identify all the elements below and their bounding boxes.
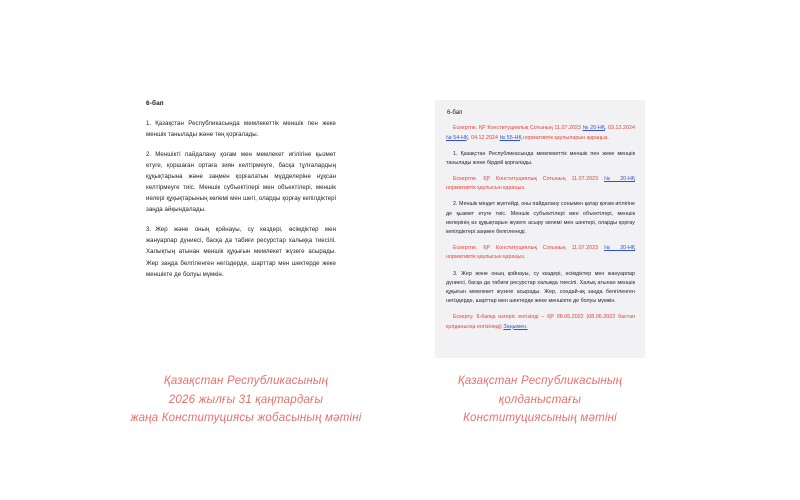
legal-reference-link[interactable]: Заңымен. <box>503 323 528 330</box>
court-ruling-note <box>446 175 635 193</box>
note-text: Ескертпе. ҚР Конституциялық Сотының 11.07.2023 <box>453 176 605 183</box>
legal-reference-link[interactable]: № 20-НҚ <box>604 176 635 183</box>
current-paragraph-number: 2. <box>453 201 460 208</box>
court-ruling-note <box>446 124 635 142</box>
current-block-list <box>446 124 635 331</box>
current-paragraph <box>446 150 635 168</box>
draft-paragraph <box>146 224 336 279</box>
current-text-panel <box>435 100 645 358</box>
caption-line: Қазақстан Республикасының <box>457 375 623 387</box>
draft-text-column <box>146 100 336 289</box>
caption-line: жаңа Конституциясы жобасының мәтіні <box>130 412 362 425</box>
note-text: , 04.12.2024 <box>468 134 500 141</box>
current-paragraph <box>446 200 635 237</box>
caption-line: 2026 жылғы 31 қаңтардағы <box>168 393 324 406</box>
current-paragraph <box>446 270 635 307</box>
legal-reference-link[interactable]: № 20-НҚ <box>604 245 635 252</box>
legal-reference-link[interactable]: № 55-НҚ <box>499 134 522 141</box>
note-text: нормативтік қаулысын қараңыз. <box>446 254 526 261</box>
caption-draft <box>118 372 374 428</box>
draft-paragraph-text: Меншікті пайдалану қоғам мен мемлекет игілігіне қызмет етуге, қоршаған ортаға зиян келтірмеуге, басқа тұлғалардың құқықтарына және заңмен қорғалатын мүдделеріне нұқсан келтірмеуге тиіс. Меншік субъектілері мен объектілері, меншік иелері құқықтарының көлемі мен шегі, оларды қорғау кепілдіктері заңда айқындалады. <box>146 150 336 214</box>
caption-line: Конституциясының мәтіні <box>463 412 617 425</box>
amendment-note <box>446 313 635 331</box>
current-paragraph-text: Жер және оның қойнауы, су көздері, өсімдіктер мен жануарлар дүниесі, басқа да табиғи ресурстар халыққа тиесілі. Халық атынан меншік құқығын мемлекет жүзеге асырады. Жер, сондай-ақ заңда белгіленген негіздерде, шарттар мен шектерде жеке меншікте де болуы мүмкін. <box>446 270 635 305</box>
draft-paragraph-list <box>146 118 336 280</box>
draft-paragraph-number: 3. <box>146 226 152 234</box>
caption-line: қолданыстағы <box>498 393 582 406</box>
draft-paragraph-text: Жер және оның қойнауы, су көздері, өсімдіктер мен жануарлар дүниесі, басқа да табиғи ресурстар халыққа тиесілі. Халықтың атынан меншік құқығын мемлекет жүзеге асырады. Жер заңда белгіленген негіздерде, шарттар мен шектерде жеке меншікте де болуы мүмкін. <box>146 226 336 278</box>
draft-paragraph-number: 1. <box>146 119 152 127</box>
draft-paragraph <box>146 118 336 140</box>
current-article-heading: 6-бап <box>447 109 463 116</box>
caption-line: Қазақстан Республикасының <box>163 375 329 387</box>
caption-current <box>420 372 660 428</box>
current-paragraph-number: 1. <box>453 150 461 157</box>
draft-paragraph <box>146 149 336 215</box>
note-text: Ескертпе. ҚР Конституциялық Сотының 11.07.2023 <box>453 245 605 252</box>
note-text: Ескерту. 6-бапқа өзгеріс енгізілді – ҚР 08.06.2022 (08.06.2022 бастап қолданысқа енгізіледі) <box>446 314 635 330</box>
note-text: нормативтік қаулысын қараңыз. <box>446 185 526 192</box>
court-ruling-note <box>446 244 635 262</box>
note-text: Ескертпе. ҚР Конституциялық Сотының 11.07.2023 <box>453 125 583 132</box>
draft-paragraph-number: 2. <box>146 150 152 158</box>
note-text: нормативтік қаулыларын қараңыз. <box>521 134 609 141</box>
current-paragraph-number: 3. <box>453 270 461 277</box>
current-paragraph-text: Меншік міндет жүктейді, оны пайдалану сонымен қатар қоғам игілігіне де қызмет етуге тиіс. Меншік субъектілері мен объектілері, меншік иелерінің өз құқықтарын жүзеге асыру көлемі мен шектері, оларды қорғау кепілдіктері заңмен белгіленеді. <box>446 201 635 235</box>
draft-paragraph-text: Қазақстан Республикасында мемлекеттік меншік пен жеке меншік танылады және тең қорғалады. <box>146 119 336 138</box>
draft-article-heading: 6-бап <box>146 100 164 107</box>
current-paragraph-text: Қазақстан Республикасында мемлекеттік меншік пен жеке меншік танылады және бірдей қорғалады. <box>446 150 635 166</box>
legal-reference-link[interactable]: № 54-НҚ <box>446 134 469 141</box>
note-text: , 03.12.2024 <box>604 125 635 132</box>
legal-reference-link[interactable]: № 20-НҚ <box>582 125 605 132</box>
